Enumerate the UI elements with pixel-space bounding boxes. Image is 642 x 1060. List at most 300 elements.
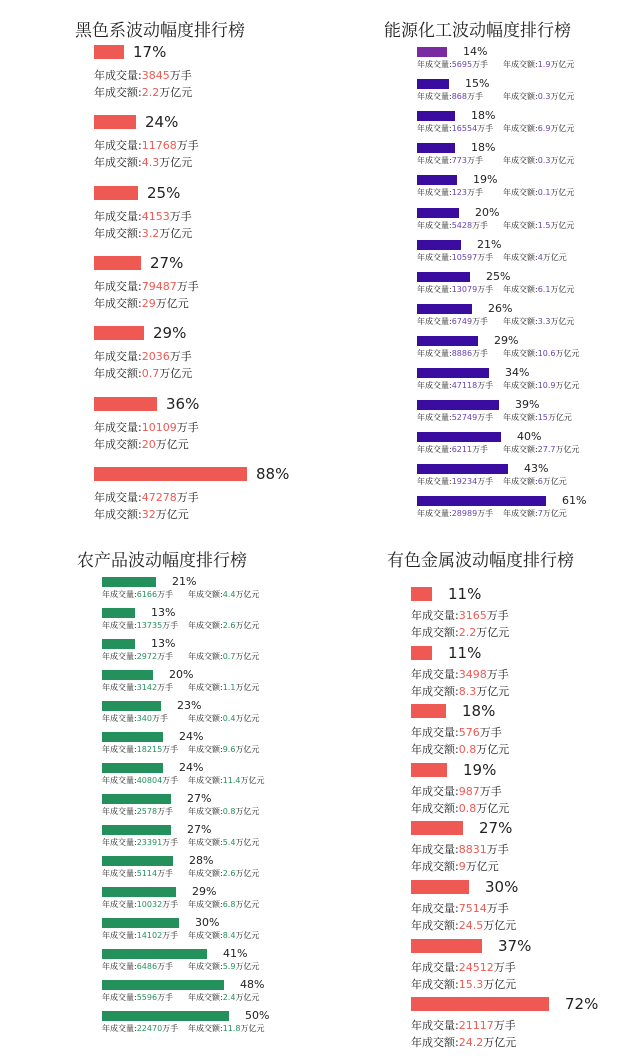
amount-text bbox=[188, 806, 259, 817]
volume-value: 340 bbox=[136, 714, 152, 723]
volume-unit: 万手 bbox=[486, 609, 509, 622]
amount-text bbox=[188, 775, 265, 786]
volume-label: 年成交量: bbox=[102, 838, 137, 847]
volume-label: 年成交量: bbox=[94, 210, 142, 223]
amount-text bbox=[411, 683, 509, 699]
amount-unit: 万亿元 bbox=[155, 297, 189, 310]
volume-unit: 万手 bbox=[162, 776, 179, 785]
volume-unit: 万手 bbox=[176, 280, 199, 293]
bar-mark bbox=[94, 467, 247, 481]
amount-text bbox=[503, 91, 574, 102]
amount-text bbox=[411, 800, 509, 816]
amount-label: 年成交额: bbox=[503, 349, 538, 358]
amount-text bbox=[188, 589, 259, 600]
amount-text bbox=[503, 380, 580, 391]
amount-text bbox=[188, 620, 259, 631]
amount-text bbox=[188, 961, 259, 972]
volume-unit: 万手 bbox=[169, 210, 192, 223]
amount-text bbox=[503, 316, 574, 327]
volume-unit: 万手 bbox=[466, 156, 483, 165]
volume-text bbox=[102, 713, 168, 724]
volume-unit: 万手 bbox=[477, 509, 494, 518]
volume-value: 5114 bbox=[136, 869, 158, 878]
volume-text bbox=[102, 744, 178, 755]
data-label: 50% bbox=[245, 1009, 270, 1022]
volume-label: 年成交量: bbox=[417, 445, 452, 454]
amount-label: 年成交额: bbox=[188, 621, 223, 630]
amount-label: 年成交额: bbox=[188, 776, 223, 785]
bar-mark bbox=[417, 208, 459, 218]
volume-text bbox=[417, 476, 493, 487]
amount-label: 年成交额: bbox=[503, 285, 538, 294]
volume-value: 23391 bbox=[136, 838, 163, 847]
volume-label: 年成交量: bbox=[417, 253, 452, 262]
amount-label: 年成交额: bbox=[94, 438, 142, 451]
bar-mark bbox=[102, 763, 163, 773]
volume-value: 5596 bbox=[136, 993, 158, 1002]
volume-unit: 万手 bbox=[157, 683, 174, 692]
volume-unit: 万手 bbox=[162, 745, 179, 754]
volume-unit: 万手 bbox=[477, 413, 494, 422]
amount-text bbox=[503, 59, 574, 70]
amount-text bbox=[188, 682, 259, 693]
data-label: 48% bbox=[240, 978, 265, 991]
volume-value: 10597 bbox=[451, 253, 478, 262]
amount-label: 年成交额: bbox=[503, 124, 538, 133]
bar-mark bbox=[94, 326, 144, 340]
amount-label: 年成交额: bbox=[94, 508, 142, 521]
volume-label: 年成交量: bbox=[411, 726, 459, 739]
volume-text bbox=[417, 252, 493, 263]
amount-value: 3.3 bbox=[537, 317, 551, 326]
amount-text bbox=[94, 295, 189, 311]
volume-text bbox=[102, 992, 173, 1003]
volume-unit: 万手 bbox=[162, 900, 179, 909]
volume-label: 年成交量: bbox=[102, 900, 137, 909]
amount-text bbox=[503, 220, 574, 231]
volume-value: 3142 bbox=[136, 683, 158, 692]
amount-label: 年成交额: bbox=[503, 60, 538, 69]
volume-text bbox=[417, 380, 493, 391]
panel-title: 农产品波动幅度排行榜 bbox=[77, 551, 247, 571]
volume-unit: 万手 bbox=[479, 726, 502, 739]
volume-unit: 万手 bbox=[157, 993, 174, 1002]
volume-text bbox=[94, 419, 199, 435]
amount-unit: 万亿元 bbox=[235, 621, 260, 630]
volume-value: 8886 bbox=[451, 349, 473, 358]
amount-value: 6.1 bbox=[537, 285, 551, 294]
volume-label: 年成交量: bbox=[417, 349, 452, 358]
amount-value: 0.1 bbox=[537, 188, 551, 197]
bar-mark bbox=[102, 701, 161, 711]
bar-mark bbox=[411, 704, 446, 718]
volume-text bbox=[102, 589, 173, 600]
amount-unit: 万亿元 bbox=[550, 221, 575, 230]
volume-unit: 万手 bbox=[176, 491, 199, 504]
amount-value: 0.3 bbox=[537, 156, 551, 165]
data-label: 27% bbox=[187, 792, 212, 805]
bar-mark bbox=[102, 670, 153, 680]
volume-unit: 万手 bbox=[176, 139, 199, 152]
amount-unit: 万亿元 bbox=[483, 919, 517, 932]
amount-text bbox=[503, 187, 574, 198]
volume-text bbox=[411, 783, 502, 799]
amount-value: 8.4 bbox=[222, 931, 236, 940]
volume-label: 年成交量: bbox=[417, 221, 452, 230]
amount-text bbox=[411, 1034, 516, 1050]
data-label: 27% bbox=[187, 823, 212, 836]
volume-label: 年成交量: bbox=[417, 188, 452, 197]
amount-label: 年成交额: bbox=[503, 317, 538, 326]
bar-mark bbox=[417, 464, 508, 474]
amount-unit: 万亿元 bbox=[550, 60, 575, 69]
bar-mark bbox=[102, 856, 173, 866]
volume-text bbox=[411, 900, 509, 916]
volume-label: 年成交量: bbox=[94, 69, 142, 82]
volume-label: 年成交量: bbox=[102, 807, 137, 816]
volume-label: 年成交量: bbox=[94, 421, 142, 434]
data-label: 24% bbox=[179, 730, 204, 743]
volume-value: 7514 bbox=[458, 902, 487, 915]
volume-unit: 万手 bbox=[169, 69, 192, 82]
amount-label: 年成交额: bbox=[411, 919, 459, 932]
amount-text bbox=[503, 476, 567, 487]
data-label: 36% bbox=[166, 395, 200, 413]
amount-text bbox=[503, 508, 567, 519]
volume-text bbox=[411, 666, 509, 682]
bar-mark bbox=[417, 336, 478, 346]
volume-value: 4153 bbox=[141, 210, 170, 223]
amount-unit: 万亿元 bbox=[235, 869, 260, 878]
volume-text bbox=[102, 620, 178, 631]
amount-label: 年成交额: bbox=[411, 1036, 459, 1049]
volume-text bbox=[417, 316, 488, 327]
volume-label: 年成交量: bbox=[102, 590, 137, 599]
amount-value: 1.5 bbox=[537, 221, 551, 230]
amount-value: 4.3 bbox=[141, 156, 160, 169]
volume-value: 868 bbox=[451, 92, 467, 101]
amount-text bbox=[188, 868, 259, 879]
amount-value: 5.4 bbox=[222, 838, 236, 847]
amount-value: 1.1 bbox=[222, 683, 236, 692]
volume-unit: 万手 bbox=[466, 92, 483, 101]
volume-value: 16554 bbox=[451, 124, 478, 133]
amount-text bbox=[188, 744, 259, 755]
volume-label: 年成交量: bbox=[411, 609, 459, 622]
volume-text bbox=[417, 348, 488, 359]
volume-text bbox=[102, 806, 173, 817]
volume-label: 年成交量: bbox=[102, 962, 137, 971]
amount-text bbox=[188, 713, 259, 724]
volume-unit: 万手 bbox=[157, 590, 174, 599]
amount-value: 6.9 bbox=[537, 124, 551, 133]
bar-mark bbox=[417, 143, 455, 153]
amount-unit: 万亿元 bbox=[235, 590, 260, 599]
amount-value: 4 bbox=[537, 253, 543, 262]
data-label: 25% bbox=[486, 270, 511, 283]
bar-mark bbox=[411, 587, 432, 601]
volume-label: 年成交量: bbox=[411, 1019, 459, 1032]
data-label: 27% bbox=[479, 819, 513, 837]
amount-unit: 万亿元 bbox=[550, 317, 575, 326]
amount-value: 20 bbox=[141, 438, 156, 451]
amount-label: 年成交额: bbox=[411, 685, 459, 698]
volume-text bbox=[94, 489, 199, 505]
amount-label: 年成交额: bbox=[503, 413, 538, 422]
amount-label: 年成交额: bbox=[94, 297, 142, 310]
volume-value: 11768 bbox=[141, 139, 177, 152]
bar-mark bbox=[102, 980, 224, 990]
volume-unit: 万手 bbox=[472, 445, 489, 454]
volume-label: 年成交量: bbox=[102, 1024, 137, 1033]
volume-label: 年成交量: bbox=[102, 621, 137, 630]
amount-label: 年成交额: bbox=[188, 652, 223, 661]
volume-text bbox=[102, 682, 173, 693]
data-label: 19% bbox=[473, 173, 498, 186]
amount-unit: 万亿元 bbox=[550, 285, 575, 294]
volume-text bbox=[94, 67, 192, 83]
volume-value: 3498 bbox=[458, 668, 487, 681]
amount-unit: 万亿元 bbox=[235, 714, 260, 723]
amount-label: 年成交额: bbox=[411, 626, 459, 639]
data-label: 26% bbox=[488, 302, 513, 315]
volume-label: 年成交量: bbox=[417, 60, 452, 69]
volume-text bbox=[417, 91, 483, 102]
bar-mark bbox=[102, 608, 135, 618]
data-label: 18% bbox=[462, 702, 496, 720]
volume-unit: 万手 bbox=[477, 381, 494, 390]
data-label: 20% bbox=[169, 668, 194, 681]
volume-label: 年成交量: bbox=[94, 139, 142, 152]
amount-value: 15.3 bbox=[458, 978, 484, 991]
amount-unit: 万亿元 bbox=[476, 626, 510, 639]
volume-text bbox=[102, 837, 178, 848]
bar-mark bbox=[417, 175, 457, 185]
volume-label: 年成交量: bbox=[411, 668, 459, 681]
volume-text bbox=[417, 59, 488, 70]
volume-value: 19234 bbox=[451, 477, 478, 486]
amount-label: 年成交额: bbox=[503, 381, 538, 390]
amount-label: 年成交额: bbox=[94, 227, 142, 240]
volume-value: 6166 bbox=[136, 590, 158, 599]
amount-label: 年成交额: bbox=[503, 477, 538, 486]
volume-value: 79487 bbox=[141, 280, 177, 293]
amount-label: 年成交额: bbox=[503, 253, 538, 262]
volume-value: 52749 bbox=[451, 413, 478, 422]
amount-unit: 万亿元 bbox=[235, 807, 260, 816]
volume-value: 22470 bbox=[136, 1024, 163, 1033]
volume-label: 年成交量: bbox=[102, 652, 137, 661]
volume-unit: 万手 bbox=[472, 60, 489, 69]
amount-value: 24.5 bbox=[458, 919, 484, 932]
amount-text bbox=[94, 225, 192, 241]
data-label: 43% bbox=[524, 462, 549, 475]
volume-unit: 万手 bbox=[477, 124, 494, 133]
panel-title: 黑色系波动幅度排行榜 bbox=[75, 21, 245, 41]
panel-title: 能源化工波动幅度排行榜 bbox=[384, 21, 571, 41]
amount-text bbox=[503, 123, 574, 134]
amount-text bbox=[94, 436, 189, 452]
volume-unit: 万手 bbox=[486, 902, 509, 915]
amount-value: 24.2 bbox=[458, 1036, 484, 1049]
amount-unit: 万亿元 bbox=[240, 776, 265, 785]
volume-unit: 万手 bbox=[472, 317, 489, 326]
amount-unit: 万亿元 bbox=[155, 438, 189, 451]
amount-unit: 万亿元 bbox=[235, 993, 260, 1002]
amount-text bbox=[94, 84, 192, 100]
amount-value: 0.8 bbox=[222, 807, 236, 816]
bar-mark bbox=[102, 887, 176, 897]
volume-text bbox=[102, 651, 173, 662]
volume-text bbox=[102, 930, 178, 941]
amount-unit: 万亿元 bbox=[542, 509, 567, 518]
data-label: 13% bbox=[151, 606, 176, 619]
volume-unit: 万手 bbox=[472, 349, 489, 358]
amount-unit: 万亿元 bbox=[555, 381, 580, 390]
volume-unit: 万手 bbox=[477, 285, 494, 294]
amount-unit: 万亿元 bbox=[465, 860, 499, 873]
volume-value: 773 bbox=[451, 156, 467, 165]
amount-text bbox=[188, 992, 259, 1003]
volume-unit: 万手 bbox=[479, 785, 502, 798]
volume-value: 28989 bbox=[451, 509, 478, 518]
volume-value: 3845 bbox=[141, 69, 170, 82]
amount-text bbox=[411, 741, 509, 757]
amount-text bbox=[94, 154, 192, 170]
amount-label: 年成交额: bbox=[411, 802, 459, 815]
volume-text bbox=[417, 444, 488, 455]
amount-value: 2.2 bbox=[141, 86, 160, 99]
volume-text bbox=[417, 284, 493, 295]
amount-value: 2.6 bbox=[222, 869, 236, 878]
data-label: 21% bbox=[477, 238, 502, 251]
bar-mark bbox=[102, 1011, 229, 1021]
data-label: 34% bbox=[505, 366, 530, 379]
amount-label: 年成交额: bbox=[188, 1024, 223, 1033]
bar-mark bbox=[417, 496, 546, 506]
volume-value: 8831 bbox=[458, 843, 487, 856]
bar-mark bbox=[417, 240, 461, 250]
volume-unit: 万手 bbox=[176, 421, 199, 434]
data-label: 19% bbox=[463, 761, 497, 779]
amount-value: 32 bbox=[141, 508, 156, 521]
amount-text bbox=[188, 930, 259, 941]
amount-value: 11.4 bbox=[222, 776, 241, 785]
data-label: 37% bbox=[498, 937, 532, 955]
volume-text bbox=[102, 868, 173, 879]
bar-mark bbox=[102, 732, 163, 742]
volume-text bbox=[417, 508, 493, 519]
amount-unit: 万亿元 bbox=[240, 1024, 265, 1033]
amount-value: 0.7 bbox=[222, 652, 236, 661]
bar-mark bbox=[417, 368, 489, 378]
amount-text bbox=[94, 365, 192, 381]
amount-label: 年成交额: bbox=[188, 683, 223, 692]
volume-unit: 万手 bbox=[157, 807, 174, 816]
amount-unit: 万亿元 bbox=[550, 188, 575, 197]
amount-label: 年成交额: bbox=[503, 188, 538, 197]
amount-unit: 万亿元 bbox=[159, 156, 193, 169]
amount-value: 6.8 bbox=[222, 900, 236, 909]
volume-text bbox=[417, 187, 483, 198]
volume-value: 576 bbox=[458, 726, 480, 739]
amount-label: 年成交额: bbox=[188, 931, 223, 940]
volume-value: 10109 bbox=[141, 421, 177, 434]
bar-mark bbox=[417, 47, 447, 57]
volume-label: 年成交量: bbox=[417, 285, 452, 294]
volume-label: 年成交量: bbox=[94, 491, 142, 504]
bar-mark bbox=[94, 45, 124, 59]
bar-mark bbox=[102, 577, 156, 587]
data-label: 29% bbox=[153, 324, 187, 342]
data-label: 88% bbox=[256, 465, 290, 483]
amount-text bbox=[411, 976, 516, 992]
bar-mark bbox=[411, 939, 482, 953]
volume-label: 年成交量: bbox=[102, 993, 137, 1002]
amount-unit: 万亿元 bbox=[159, 227, 193, 240]
bar-mark bbox=[411, 763, 447, 777]
amount-value: 2.6 bbox=[222, 621, 236, 630]
amount-value: 9.6 bbox=[222, 745, 236, 754]
volume-label: 年成交量: bbox=[102, 931, 137, 940]
amount-unit: 万亿元 bbox=[159, 367, 193, 380]
amount-text bbox=[94, 506, 189, 522]
amount-label: 年成交额: bbox=[411, 978, 459, 991]
volume-unit: 万手 bbox=[157, 962, 174, 971]
volume-value: 47278 bbox=[141, 491, 177, 504]
volume-value: 18215 bbox=[136, 745, 163, 754]
bar-mark bbox=[94, 186, 138, 200]
data-label: 24% bbox=[179, 761, 204, 774]
volume-label: 年成交量: bbox=[102, 745, 137, 754]
volume-text bbox=[411, 959, 516, 975]
volume-value: 5695 bbox=[451, 60, 473, 69]
volume-unit: 万手 bbox=[162, 621, 179, 630]
amount-value: 10.9 bbox=[537, 381, 556, 390]
amount-value: 9 bbox=[458, 860, 466, 873]
bar-mark bbox=[102, 949, 207, 959]
bar-mark bbox=[94, 115, 136, 129]
data-label: 25% bbox=[147, 184, 181, 202]
amount-unit: 万亿元 bbox=[235, 838, 260, 847]
amount-value: 4.4 bbox=[222, 590, 236, 599]
amount-value: 15 bbox=[537, 413, 548, 422]
volume-value: 2578 bbox=[136, 807, 158, 816]
amount-label: 年成交额: bbox=[94, 86, 142, 99]
volume-unit: 万手 bbox=[157, 869, 174, 878]
volume-text bbox=[94, 208, 192, 224]
amount-unit: 万亿元 bbox=[159, 86, 193, 99]
amount-value: 0.4 bbox=[222, 714, 236, 723]
amount-text bbox=[188, 1023, 265, 1034]
bar-mark bbox=[102, 794, 171, 804]
amount-label: 年成交额: bbox=[503, 509, 538, 518]
amount-unit: 万亿元 bbox=[235, 745, 260, 754]
amount-value: 0.8 bbox=[458, 802, 477, 815]
amount-unit: 万亿元 bbox=[235, 900, 260, 909]
volume-text bbox=[417, 155, 483, 166]
amount-value: 8.3 bbox=[458, 685, 477, 698]
volume-value: 5428 bbox=[451, 221, 473, 230]
volume-value: 14102 bbox=[136, 931, 163, 940]
amount-value: 5.9 bbox=[222, 962, 236, 971]
data-label: 17% bbox=[133, 43, 167, 61]
data-label: 11% bbox=[448, 585, 482, 603]
amount-text bbox=[188, 651, 259, 662]
volume-label: 年成交量: bbox=[94, 350, 142, 363]
amount-text bbox=[503, 252, 567, 263]
volume-label: 年成交量: bbox=[102, 869, 137, 878]
